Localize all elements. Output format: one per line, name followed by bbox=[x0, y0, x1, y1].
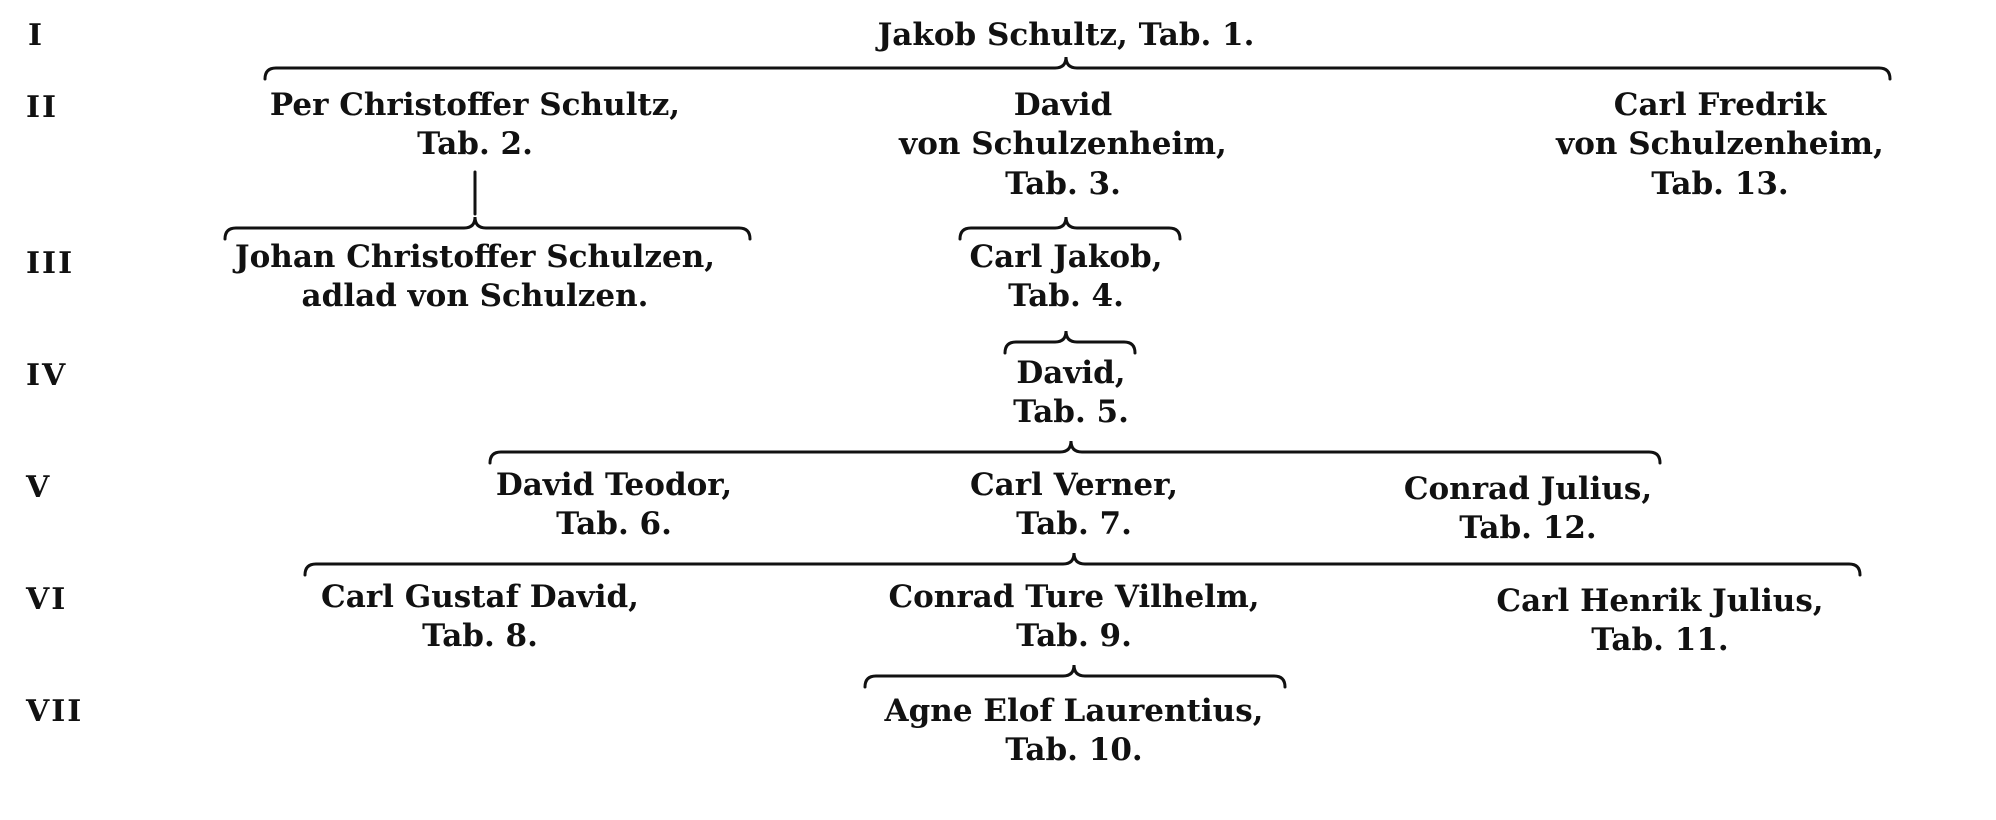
person-david-5 bbox=[1013, 354, 1129, 433]
generation-label-5: V bbox=[26, 470, 52, 505]
person-tab-line: Tab. 4. bbox=[1008, 278, 1124, 315]
person-johan bbox=[235, 238, 715, 317]
person-tab-line: Tab. 13. bbox=[1651, 165, 1789, 202]
generation-label-6: VI bbox=[26, 582, 68, 617]
brace-carl-verner bbox=[305, 553, 1860, 575]
person-david-teodor bbox=[496, 466, 732, 545]
person-per bbox=[270, 86, 680, 165]
generation-label-4: IV bbox=[26, 358, 68, 393]
person-tab-line: Tab. 7. bbox=[1016, 506, 1132, 543]
person-david-3 bbox=[899, 86, 1227, 204]
person-carl-verner bbox=[970, 466, 1178, 545]
person-name-line: Per Christoffer Schultz, bbox=[269, 87, 681, 123]
person-tab-line: Tab. 3. bbox=[1005, 165, 1121, 202]
person-name-line: adlad von Schulzen. bbox=[301, 278, 649, 315]
person-carl-fredrik bbox=[1556, 86, 1884, 204]
person-carl-henrik bbox=[1496, 582, 1823, 661]
generation-label-1: I bbox=[28, 18, 45, 53]
person-tab-line: Tab. 2. bbox=[417, 126, 533, 163]
generation-label-7: VII bbox=[26, 694, 84, 729]
person-name-line: David Teodor, bbox=[495, 467, 733, 503]
person-name-line: Carl Gustaf David, bbox=[321, 579, 639, 615]
person-name-line: von Schulzenheim, bbox=[1556, 126, 1884, 163]
person-carl-gustaf bbox=[321, 578, 639, 657]
person-tab-line: Tab. 6. bbox=[556, 506, 672, 543]
brace-per bbox=[225, 217, 750, 239]
person-conrad-ture bbox=[888, 578, 1259, 657]
person-carl-jakob bbox=[969, 238, 1162, 317]
person-name-line: Conrad Ture Vilhelm, bbox=[888, 579, 1260, 615]
person-tab-line: Tab. 11. bbox=[1591, 622, 1729, 659]
brace-carl-jakob bbox=[1005, 331, 1135, 353]
person-tab-line: Tab. 10. bbox=[1005, 732, 1143, 769]
person-conrad-julius bbox=[1404, 470, 1652, 549]
person-tab-line: Tab. 8. bbox=[422, 618, 538, 655]
person-name-line: Jakob Schultz, Tab. 1. bbox=[877, 17, 1255, 53]
brace-conrad-ture bbox=[865, 665, 1285, 687]
person-name-line: David, bbox=[1016, 355, 1126, 391]
person-name-line: Carl Henrik Julius, bbox=[1496, 583, 1824, 619]
person-name-line: Johan Christoffer Schulzen, bbox=[234, 239, 716, 275]
generation-label-2: II bbox=[26, 90, 59, 125]
person-name-line: von Schulzenheim, bbox=[899, 126, 1227, 163]
person-name-line: Carl Verner, bbox=[969, 467, 1179, 503]
person-jakob bbox=[878, 16, 1255, 55]
person-tab-line: Tab. 5. bbox=[1013, 394, 1129, 431]
brace-jakob bbox=[265, 57, 1890, 79]
person-tab-line: Tab. 12. bbox=[1459, 510, 1597, 547]
person-name-line: David bbox=[1013, 87, 1113, 123]
person-tab-line: Tab. 9. bbox=[1016, 618, 1132, 655]
person-agne bbox=[885, 692, 1264, 771]
person-name-line: Agne Elof Laurentius, bbox=[884, 693, 1264, 729]
brace-david-5 bbox=[490, 441, 1660, 463]
brace-david-3 bbox=[960, 217, 1180, 239]
person-name-line: Carl Fredrik bbox=[1613, 87, 1827, 123]
person-name-line: Conrad Julius, bbox=[1403, 471, 1653, 507]
generation-label-3: III bbox=[26, 246, 75, 281]
person-name-line: Carl Jakob, bbox=[969, 239, 1163, 275]
